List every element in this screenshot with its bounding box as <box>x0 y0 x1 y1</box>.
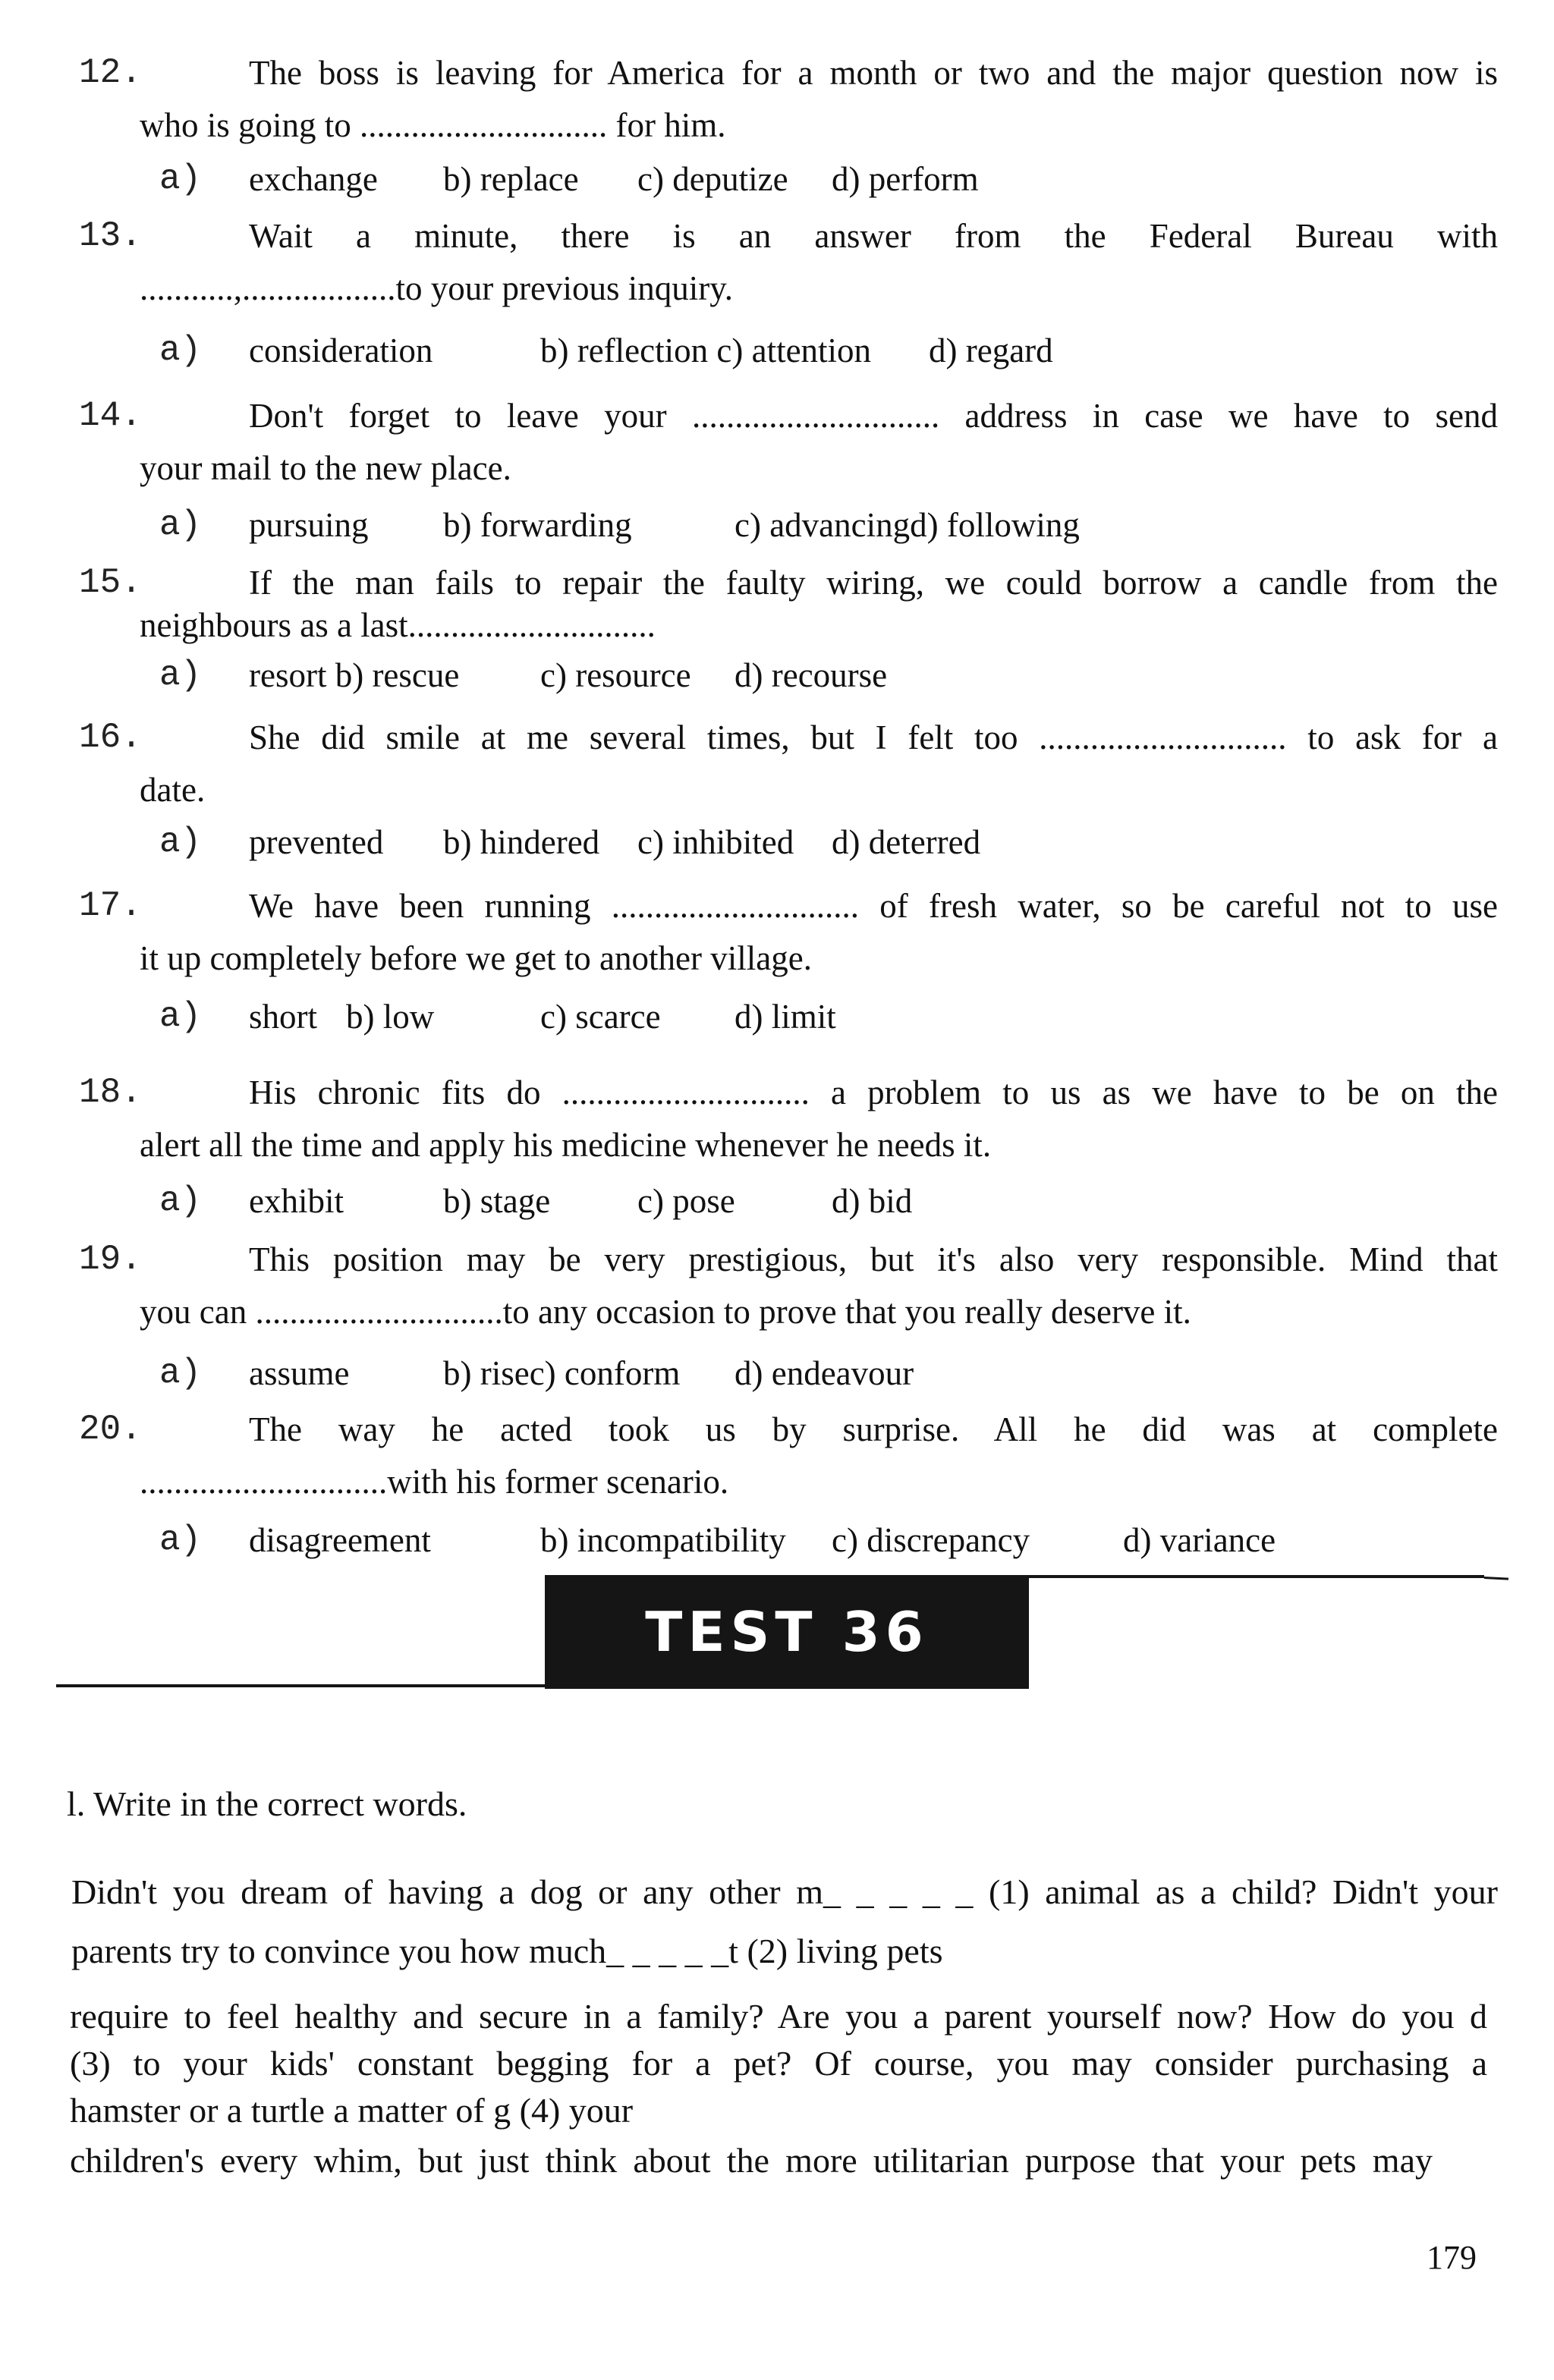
question-number: 20. <box>79 1410 142 1449</box>
option-d: d) variance <box>1123 1521 1276 1559</box>
option-c: c) scarce <box>540 998 661 1036</box>
option-d: d) perform <box>832 160 979 198</box>
question-number: 13. <box>79 216 142 256</box>
banner-top-rule <box>1029 1575 1484 1578</box>
option-a: resort b) rescue <box>249 656 460 694</box>
exercise-line-6: children's every whim, but just think about the more utilitarian purpose that your pets may <box>70 2141 1433 2180</box>
option-label: a) <box>159 159 202 199</box>
option-a: short <box>249 998 317 1036</box>
option-d: d) recourse <box>735 656 888 694</box>
option-label: a) <box>159 1181 202 1221</box>
option-label: a) <box>159 822 202 862</box>
question-stem-continued: .............................with his former scenario. <box>140 1463 729 1501</box>
question-stem-continued: neighbours as a last............................. <box>140 606 656 644</box>
question-stem: The way he acted took us by surprise. All he did was at complete <box>249 1410 1498 1448</box>
option-c: c) deputize <box>637 160 788 198</box>
banner-bottom-rule <box>56 1684 545 1687</box>
question-stem: The boss is leaving for America for a month or two and the major question now is <box>249 54 1498 92</box>
option-label: a) <box>159 331 202 370</box>
option-c: c) resource <box>540 656 691 694</box>
question-stem: Don't forget to leave your ............................. address in case we have to send <box>249 397 1498 435</box>
option-a: assume <box>249 1354 350 1392</box>
question-stem: This position may be very prestigious, but it's also very responsible. Mind that <box>249 1240 1498 1278</box>
question-stem: If the man fails to repair the faulty wiring, we could borrow a candle from the <box>249 564 1498 602</box>
question-stem-continued: alert all the time and apply his medicine whenever he needs it. <box>140 1126 992 1164</box>
page-number: 179 <box>1427 2239 1477 2276</box>
option-b: b) stage <box>443 1182 551 1220</box>
question-stem: His chronic fits do ............................. a problem to us as we have to be on the <box>249 1074 1498 1111</box>
question-stem-continued: you can .............................to any occasion to prove that you really deserve it. <box>140 1293 1191 1331</box>
question-stem: Wait a minute, there is an answer from the Federal Bureau with <box>249 217 1498 255</box>
option-a: prevented <box>249 823 384 861</box>
question-stem-continued: your mail to the new place. <box>140 449 511 487</box>
option-d: d) limit <box>735 998 836 1036</box>
question-number: 19. <box>79 1240 142 1279</box>
question-stem-continued: it up completely before we get to another village. <box>140 939 812 977</box>
question-number: 18. <box>79 1073 142 1112</box>
option-b: b) replace <box>443 160 579 198</box>
question-stem-continued: who is going to ............................. for him. <box>140 106 726 144</box>
option-b: b) incompatibility <box>540 1521 786 1559</box>
question-number: 15. <box>79 563 142 602</box>
banner-top-rule-tail <box>1484 1577 1508 1580</box>
option-c: c) inhibited <box>637 823 794 861</box>
exercise-line-3: require to feel healthy and secure in a family? Are you a parent yourself now? How do you d <box>70 1997 1487 2036</box>
option-b: b) risec) conform <box>443 1354 681 1392</box>
option-c: c) discrepancy <box>832 1521 1030 1559</box>
option-a: pursuing <box>249 506 369 544</box>
option-d: d) bid <box>832 1182 913 1220</box>
option-a: consideration <box>249 332 433 369</box>
exercise-line-1: Didn't you dream of having a dog or any other m_ _ _ _ _ (1) animal as a child? Didn't your <box>71 1872 1498 1911</box>
question-stem-continued: ...........,..................to your previous inquiry. <box>140 269 734 307</box>
option-d: d) endeavour <box>735 1354 914 1392</box>
option-b: b) hindered <box>443 823 600 861</box>
question-number: 16. <box>79 718 142 757</box>
option-b: b) low <box>346 998 435 1036</box>
question-stem: We have been running ............................. of fresh water, so be careful not to use <box>249 887 1498 925</box>
option-b: b) reflection c) attention <box>540 332 872 369</box>
question-number: 12. <box>79 53 142 93</box>
option-a: exhibit <box>249 1182 344 1220</box>
question-stem-continued: date. <box>140 771 206 809</box>
question-stem: She did smile at me several times, but I felt too ............................. to ask for a <box>249 718 1498 756</box>
option-d: d) regard <box>929 332 1053 369</box>
test-title: TEST 36 <box>645 1600 929 1664</box>
option-label: a) <box>159 1520 202 1560</box>
option-a: disagreement <box>249 1521 431 1559</box>
exercise-line-5: hamster or a turtle a matter of g (4) your <box>70 2091 634 2130</box>
option-d: d) deterred <box>832 823 981 861</box>
option-a: exchange <box>249 160 378 198</box>
option-c: c) pose <box>637 1182 735 1220</box>
exercise-instruction: l. Write in the correct words. <box>67 1784 467 1823</box>
option-label: a) <box>159 1353 202 1393</box>
option-c: c) advancingd) following <box>735 506 1080 544</box>
option-label: a) <box>159 505 202 545</box>
question-number: 14. <box>79 396 142 435</box>
exercise-line-4: (3) to your kids' constant begging for a pet? Of course, you may consider purchasing a <box>70 2044 1487 2083</box>
question-number: 17. <box>79 886 142 926</box>
option-label: a) <box>159 997 202 1036</box>
option-b: b) forwarding <box>443 506 632 544</box>
exercise-line-2: parents try to convince you how much_ _ _ _ _t (2) living pets <box>71 1932 943 1970</box>
option-label: a) <box>159 656 202 695</box>
test-banner <box>545 1575 1029 1689</box>
